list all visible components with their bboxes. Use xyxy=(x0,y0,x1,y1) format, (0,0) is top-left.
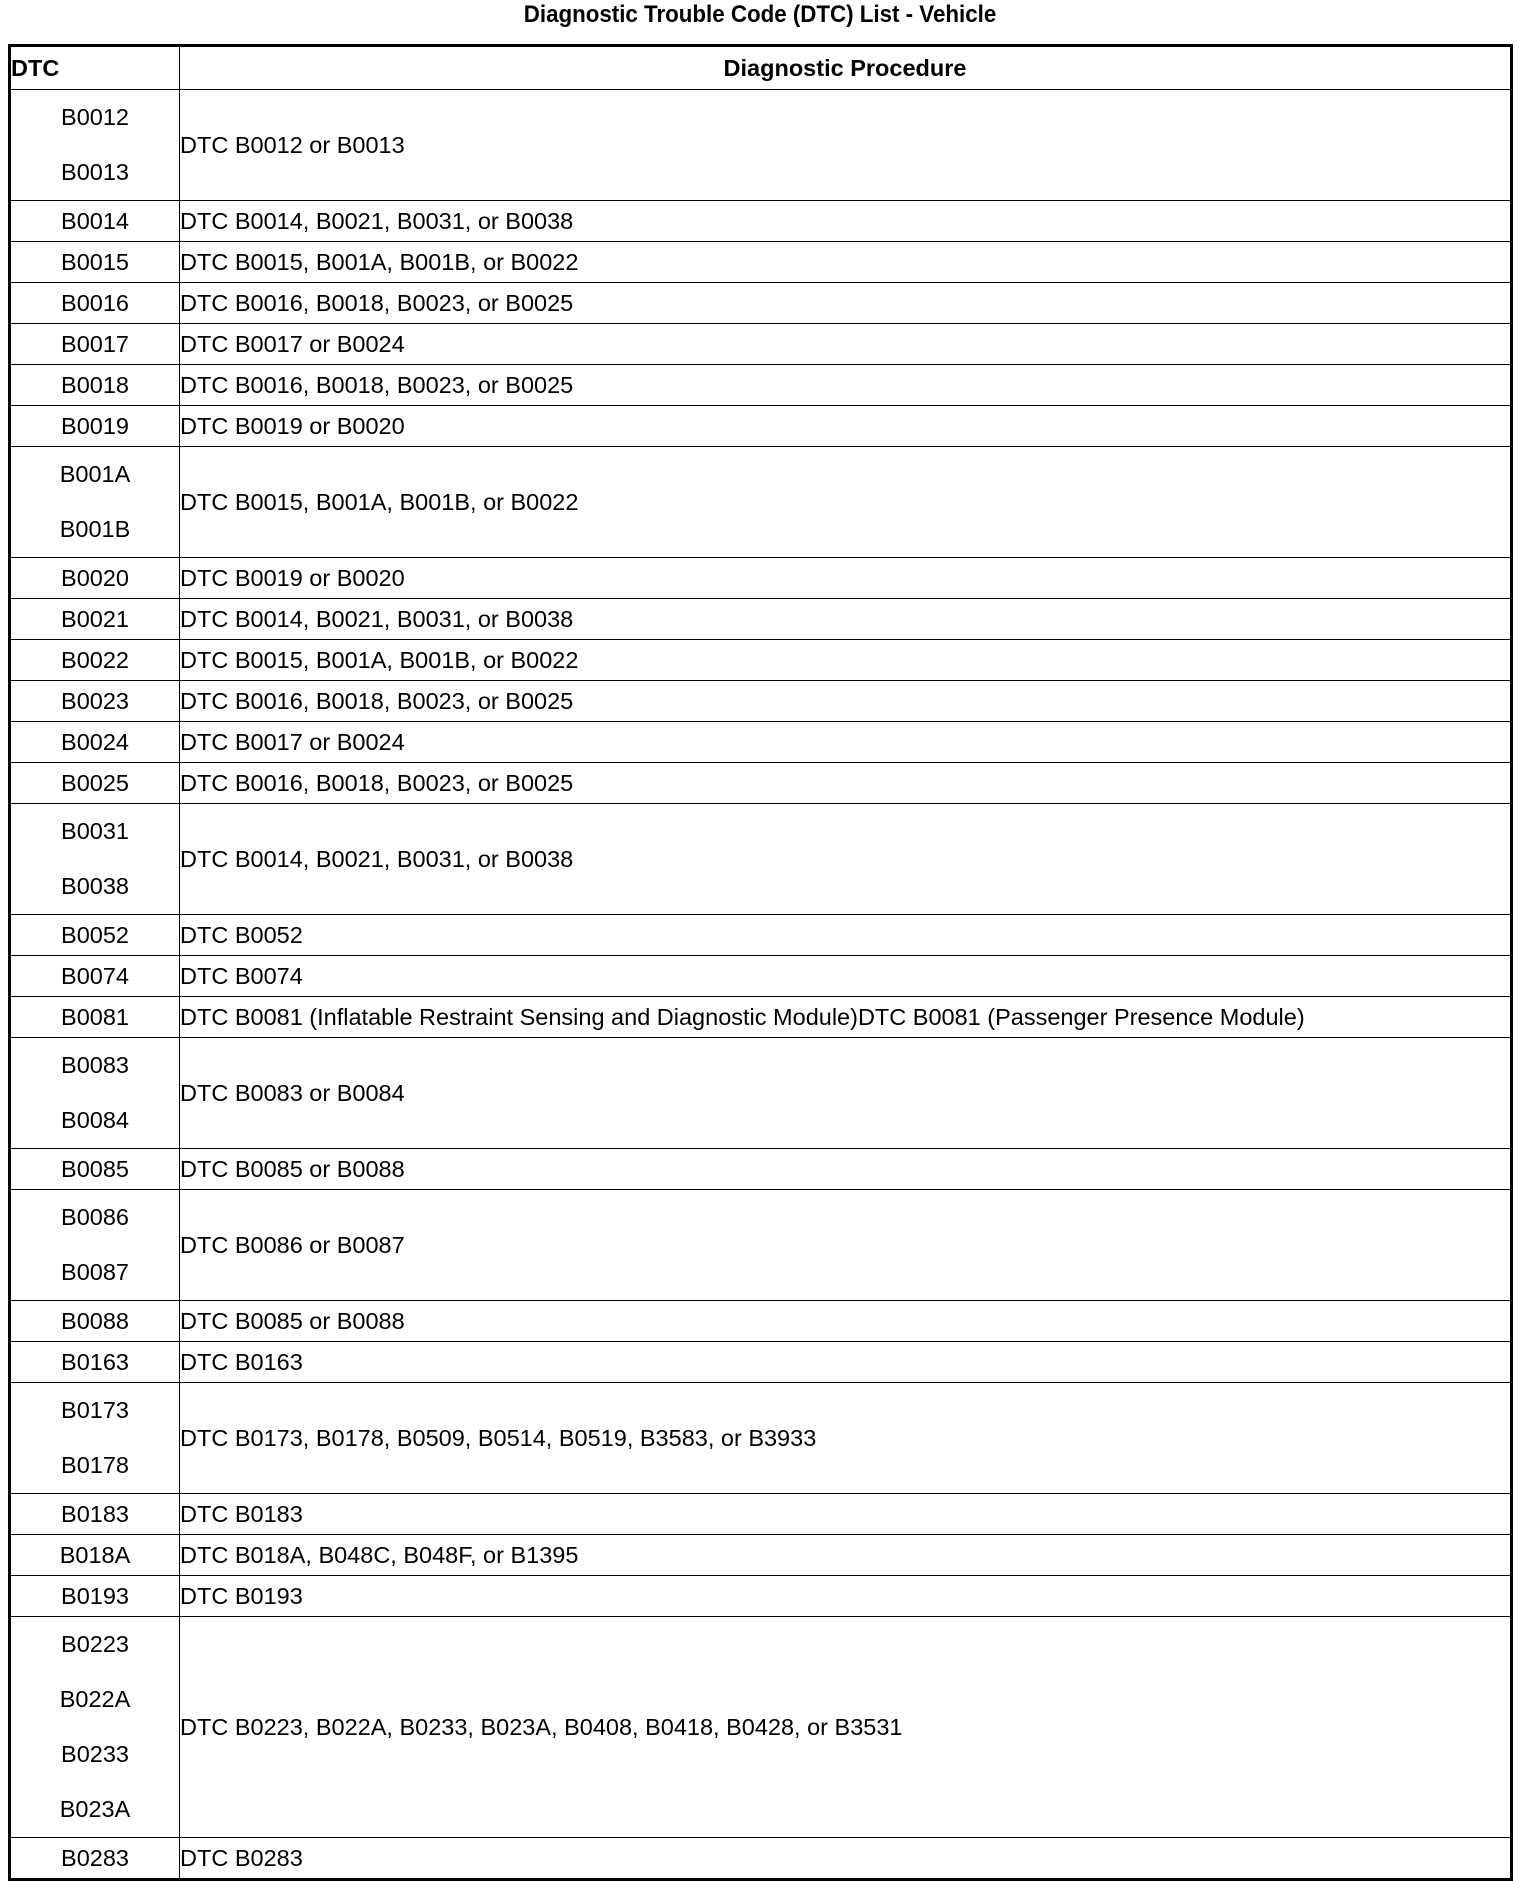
dtc-code: B001A xyxy=(59,461,131,487)
table-row xyxy=(10,90,1512,201)
procedure-cell: DTC B0015, B001A, B001B, or B0022 xyxy=(180,242,1512,283)
dtc-code: B0019 xyxy=(61,413,129,439)
procedure-cell: DTC B0016, B0018, B0023, or B0025 xyxy=(180,681,1512,722)
table-row xyxy=(10,1576,1512,1617)
dtc-cell xyxy=(10,681,180,722)
dtc-code: B0013 xyxy=(61,159,129,185)
column-header-procedure: Diagnostic Procedure xyxy=(180,46,1512,90)
table-row xyxy=(10,1535,1512,1576)
dtc-cell xyxy=(10,763,180,804)
procedure-cell: DTC B0012 or B0013 xyxy=(180,90,1512,201)
dtc-code: B0074 xyxy=(61,963,129,989)
dtc-cell xyxy=(10,1383,180,1494)
dtc-code: B0223 xyxy=(61,1631,129,1657)
dtc-code: B0020 xyxy=(61,565,129,591)
table-body xyxy=(10,90,1512,1880)
procedure-cell: DTC B0019 or B0020 xyxy=(180,558,1512,599)
table-row xyxy=(10,1383,1512,1494)
dtc-code: B0083 xyxy=(61,1052,129,1078)
dtc-cell xyxy=(10,1301,180,1342)
table-row xyxy=(10,763,1512,804)
dtc-cell xyxy=(10,804,180,915)
dtc-code: B0017 xyxy=(61,331,129,357)
dtc-cell xyxy=(10,447,180,558)
table-row xyxy=(10,1190,1512,1301)
dtc-code: B0081 xyxy=(61,1004,129,1030)
table-row xyxy=(10,956,1512,997)
dtc-code: B0021 xyxy=(61,606,129,632)
dtc-code: B0086 xyxy=(61,1204,129,1230)
dtc-code: B0173 xyxy=(61,1397,129,1423)
procedure-cell: DTC B0015, B001A, B001B, or B0022 xyxy=(180,447,1512,558)
dtc-cell xyxy=(10,1838,180,1880)
dtc-code: B0016 xyxy=(61,290,129,316)
dtc-cell xyxy=(10,956,180,997)
procedure-cell: DTC B0017 or B0024 xyxy=(180,324,1512,365)
procedure-cell: DTC B018A, B048C, B048F, or B1395 xyxy=(180,1535,1512,1576)
table-row xyxy=(10,447,1512,558)
dtc-code: B0023 xyxy=(61,688,129,714)
dtc-cell xyxy=(10,640,180,681)
procedure-cell: DTC B0183 xyxy=(180,1494,1512,1535)
dtc-cell xyxy=(10,915,180,956)
table-row xyxy=(10,201,1512,242)
dtc-cell xyxy=(10,324,180,365)
dtc-code: B0012 xyxy=(61,104,129,130)
table-row xyxy=(10,997,1512,1038)
table-row xyxy=(10,915,1512,956)
procedure-cell: DTC B0014, B0021, B0031, or B0038 xyxy=(180,201,1512,242)
table-header-row xyxy=(10,46,1512,90)
dtc-code: B0283 xyxy=(61,1845,129,1871)
dtc-cell xyxy=(10,1535,180,1576)
dtc-code: B0163 xyxy=(61,1349,129,1375)
dtc-code: B0022 xyxy=(61,647,129,673)
procedure-cell: DTC B0085 or B0088 xyxy=(180,1301,1512,1342)
column-header-dtc: DTC xyxy=(10,46,180,90)
procedure-cell: DTC B0015, B001A, B001B, or B0022 xyxy=(180,640,1512,681)
dtc-cell xyxy=(10,599,180,640)
dtc-code: B0084 xyxy=(61,1107,129,1133)
dtc-cell xyxy=(10,1038,180,1149)
procedure-cell: DTC B0163 xyxy=(180,1342,1512,1383)
procedure-cell: DTC B0086 or B0087 xyxy=(180,1190,1512,1301)
procedure-cell: DTC B0193 xyxy=(180,1576,1512,1617)
procedure-cell: DTC B0223, B022A, B0233, B023A, B0408, B0418, B0428, or B3531 xyxy=(180,1617,1512,1838)
dtc-cell xyxy=(10,997,180,1038)
procedure-cell: DTC B0074 xyxy=(180,956,1512,997)
procedure-cell: DTC B0052 xyxy=(180,915,1512,956)
dtc-cell xyxy=(10,242,180,283)
dtc-code: B022A xyxy=(59,1686,131,1712)
table-row xyxy=(10,599,1512,640)
document-title: Diagnostic Trouble Code (DTC) List - Vehicle xyxy=(523,1,997,28)
table-row xyxy=(10,1617,1512,1838)
dtc-cell xyxy=(10,406,180,447)
dtc-code: B0014 xyxy=(61,208,129,234)
table-row xyxy=(10,283,1512,324)
table-row xyxy=(10,242,1512,283)
dtc-code: B0088 xyxy=(61,1308,129,1334)
procedure-cell: DTC B0016, B0018, B0023, or B0025 xyxy=(180,283,1512,324)
dtc-code: B0052 xyxy=(61,922,129,948)
dtc-cell xyxy=(10,1494,180,1535)
dtc-code: B0233 xyxy=(61,1741,129,1767)
table-row xyxy=(10,681,1512,722)
dtc-code: B023A xyxy=(59,1796,131,1822)
dtc-cell xyxy=(10,201,180,242)
dtc-code: B0193 xyxy=(61,1583,129,1609)
dtc-code: B018A xyxy=(59,1542,131,1568)
table-row xyxy=(10,804,1512,915)
table-row xyxy=(10,1038,1512,1149)
dtc-cell xyxy=(10,365,180,406)
procedure-cell: DTC B0283 xyxy=(180,1838,1512,1880)
dtc-code: B0031 xyxy=(61,818,129,844)
dtc-code: B0178 xyxy=(61,1452,129,1478)
table-row xyxy=(10,365,1512,406)
dtc-code: B001B xyxy=(59,516,131,542)
dtc-cell xyxy=(10,1617,180,1838)
dtc-code: B0018 xyxy=(61,372,129,398)
dtc-code: B0087 xyxy=(61,1259,129,1285)
dtc-cell xyxy=(10,558,180,599)
procedure-cell: DTC B0173, B0178, B0509, B0514, B0519, B3583, or B3933 xyxy=(180,1383,1512,1494)
table-row xyxy=(10,1342,1512,1383)
procedure-cell: DTC B0019 or B0020 xyxy=(180,406,1512,447)
procedure-cell: DTC B0083 or B0084 xyxy=(180,1038,1512,1149)
table-row xyxy=(10,640,1512,681)
procedure-cell: DTC B0014, B0021, B0031, or B0038 xyxy=(180,599,1512,640)
dtc-code: B0024 xyxy=(61,729,129,755)
dtc-cell xyxy=(10,90,180,201)
dtc-code: B0085 xyxy=(61,1156,129,1182)
procedure-cell: DTC B0081 (Inflatable Restraint Sensing and Diagnostic Module)DTC B0081 (Passenger Presence Module) xyxy=(180,997,1512,1038)
table-row xyxy=(10,722,1512,763)
table-header xyxy=(10,46,1512,90)
dtc-cell xyxy=(10,722,180,763)
procedure-cell: DTC B0016, B0018, B0023, or B0025 xyxy=(180,365,1512,406)
dtc-table xyxy=(8,44,1513,1881)
table-row xyxy=(10,1494,1512,1535)
table-row xyxy=(10,558,1512,599)
dtc-code: B0025 xyxy=(61,770,129,796)
dtc-cell xyxy=(10,1149,180,1190)
dtc-cell xyxy=(10,1342,180,1383)
dtc-cell xyxy=(10,283,180,324)
procedure-cell: DTC B0014, B0021, B0031, or B0038 xyxy=(180,804,1512,915)
dtc-cell xyxy=(10,1576,180,1617)
procedure-cell: DTC B0017 or B0024 xyxy=(180,722,1512,763)
table-row xyxy=(10,1838,1512,1880)
procedure-cell: DTC B0016, B0018, B0023, or B0025 xyxy=(180,763,1512,804)
table-row xyxy=(10,1301,1512,1342)
dtc-code: B0015 xyxy=(61,249,129,275)
dtc-code: B0038 xyxy=(61,873,129,899)
table-row xyxy=(10,406,1512,447)
dtc-cell xyxy=(10,1190,180,1301)
procedure-cell: DTC B0085 or B0088 xyxy=(180,1149,1512,1190)
table-row xyxy=(10,1149,1512,1190)
dtc-code: B0183 xyxy=(61,1501,129,1527)
table-row xyxy=(10,324,1512,365)
